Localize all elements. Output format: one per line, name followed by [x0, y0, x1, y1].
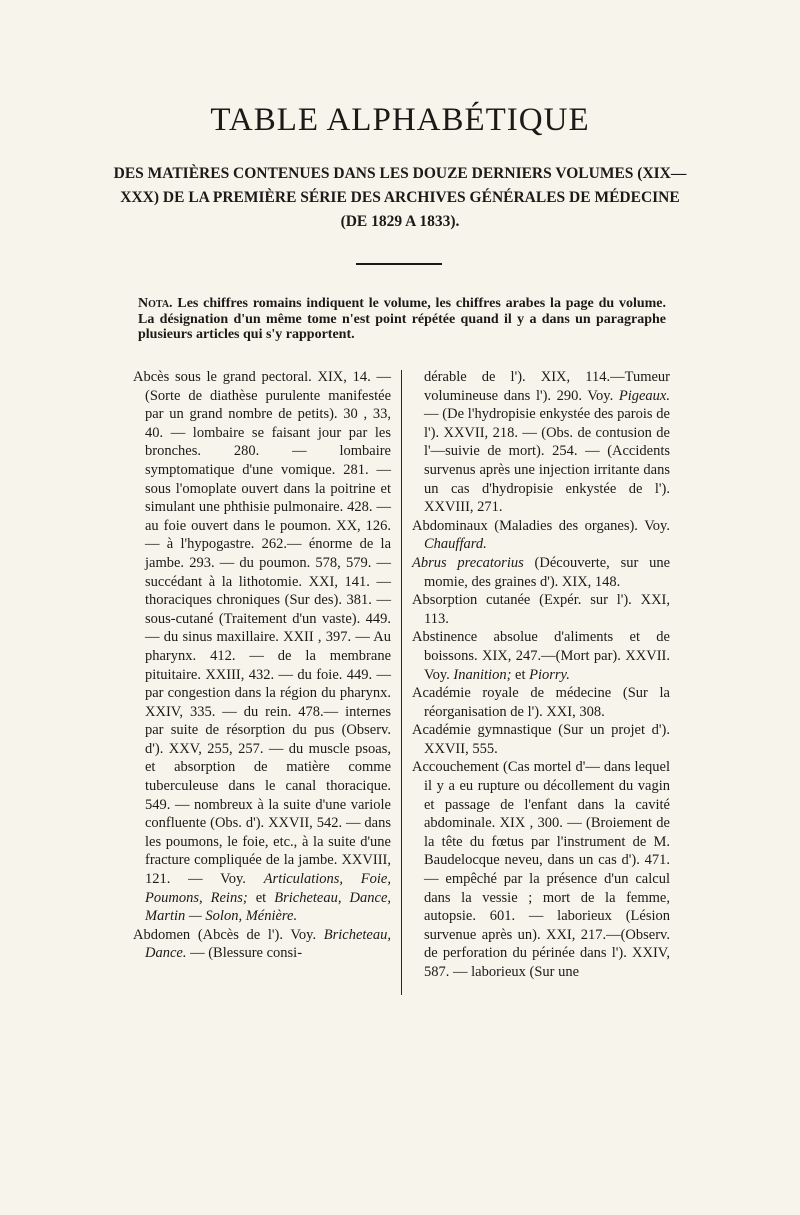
page-subtitle: DES MATIÈRES CONTENUES DANS LES DOUZE DERNIERS VOLUMES (XIX—XXX) DE LA PREMIÈRE SÉRIE DES ARCHIVES GÉNÉRALES DE MÉDECINE (DE 1829 A 1833). [113, 165, 687, 230]
nota-label: Nota. [138, 296, 173, 311]
entry-refs: Pigeaux. [618, 387, 670, 404]
entry-text: Abcès sous le grand pectoral. XIX, 14. — (Sorte de diathèse purulente manifestée par un grand nombre de petits). 30 , 33, 40. — lombaire se faisant jour par les bronches. 280. — lombaire symptomatique d'une vomique. 281. — sous l'omoplate ouvert dans la poitrine et simulant une phthisie pulmonaire. 428. — au foie ouvert dans le poumon. XX, 126. — à l'hypogastre. 262.— énorme de la jambe. 293. — du poumon. 578, 579. — succédant à la lithotomie. XXI, 141. — thoraciques chroniques (Sur des). 381. — sous-cutané (Traitement d'un vaste). 449. — du sinus maxillaire. XXII , 397. — Au pharynx. 412. — de la membrane pituitaire. XXIII, 432. — du foie. 449. — par congestion dans la région du pharynx. XXIV, 335. — du rein. 478.— internes par suite de résorption du pus (Observ. d'). XXV, 255, 257. — du muscle psoas, et absorption de matière comme tuberculeuse dans le canal thoracique. 549. — nombreux à la suite d'une variole confluente (Obs. d'). XXVII, 542. — dans les poumons, le foie, etc., à la suite d'une fracture compliquée de la jambe. XXVIII, 121. — Voy. [133, 369, 391, 888]
entry-text: Abstinence absolue d'aliments et de boissons. XIX, 247.—(Mort par). XXVII. Voy. [412, 629, 670, 683]
entry-tail: — (Blessure consi- [186, 945, 303, 962]
index-entry-absorption [412, 591, 670, 628]
title-divider [356, 263, 442, 265]
index-entry-abrus [412, 554, 670, 591]
index-entry-abdomen [133, 926, 391, 963]
entry-text: Académie gymnastique (Sur un projet d'). XXVII, 555. [412, 722, 670, 757]
entry-refs: Bricheteau, Dance. [145, 926, 391, 962]
entry-text: Académie royale de médecine (Sur la réorganisation de l'). XXI, 308. [412, 685, 670, 720]
column-divider [401, 370, 402, 995]
index-entry-abces [133, 368, 391, 926]
page-title: TABLE ALPHABÉTIQUE [210, 102, 590, 138]
entry-head: Abrus precatorius [412, 554, 524, 571]
entry-text: dérable de l'). XIX, 114.—Tumeur volumineuse dans l'). 290. Voy. [424, 369, 670, 404]
right-column [412, 368, 670, 982]
entry-text: (Découverte, sur une momie, des graines d'). XIX, 148. [424, 554, 671, 590]
index-entry-accouchement [412, 758, 670, 981]
entry-text: Absorption cutanée (Expér. sur l'). XXI, 113. [412, 592, 670, 627]
entry-text: Accouchement (Cas mortel d'— dans lequel il y a eu rupture ou décollement du vagin et passage de l'enfant dans la cavité abdominale. XIX , 300. — (Broiement de la tête du fœtus par l'instrument de M. Baudelocque neveu, dans un cas d'). 471. — empêché par la présence d'un calcul dans la vessie ; mort de la femme, autopsie. 601. — laborieux (Lésion survenue après un). XXI, 217.—(Observ. de perforation du périnée dans l'). XXIV, 587. — laborieux (Sur une [412, 759, 670, 980]
entry-text: Abdomen (Abcès de l'). Voy. [133, 926, 324, 943]
entry-conj: et [511, 666, 530, 683]
index-entry-abstinence [412, 628, 670, 684]
entry-refs: Chauffard. [424, 536, 487, 553]
entry-text: Abdominaux (Maladies des organes). Voy. [412, 517, 670, 534]
entry-conj: et [247, 889, 275, 906]
entry-refs: Inanition; [453, 666, 512, 683]
nota-text: Les chiffres romains indiquent le volume, les chiffres arabes la page du volume. La désignation d'un même tome n'est point répétée quand il y a dans un paragraphe plusieurs articles qui s'y rapportent. [138, 296, 666, 342]
entry-refs: Articulations, Foie, Poumons, Reins; [145, 871, 391, 906]
index-entry-academie-gymnastique [412, 721, 670, 758]
entry-tail: — (De l'hydropisie enkystée des parois de l'). XXVII, 218. — (Obs. de contusion de l'—suivie de mort). 254. — (Accidents survenus après une injection irritante dans un cas d'hydropisie enkystée de l'). XXVIII, 271. [424, 406, 670, 516]
index-entry-abdominaux [412, 517, 670, 554]
left-column [133, 368, 391, 963]
index-entry-abdomen-continued [412, 368, 670, 517]
entry-refs-2: Bricheteau, Dance, Martin — Solon, Ménière. [145, 889, 392, 925]
entry-refs-2: Piorry. [529, 666, 570, 683]
index-entry-academie-royale [412, 684, 670, 721]
nota-note [138, 296, 666, 343]
